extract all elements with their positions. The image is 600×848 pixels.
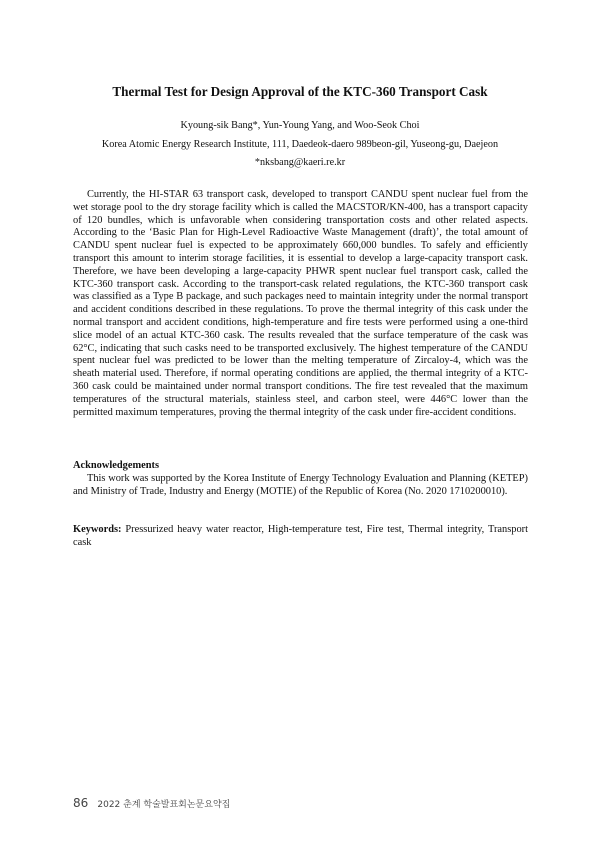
paper-title: Thermal Test for Design Approval of the KTC-360 Transport Cask bbox=[112, 84, 488, 99]
abstract-paragraph: Currently, the HI-STAR 63 transport cask, developed to transport CANDU spent nuclear fuel from the wet storage pool to the dry storage facility which is called the MACSTOR/KN-400, has a transport capacity of 120 bundles, which is unfavorable when considering transportation costs and other related aspects. According to the ‘Basic Plan for High-Level Radioactive Waste Management (draft)’, the total amount of CANDU spent nuclear fuel is expected to be approximately 660,000 bundles. To safely and efficiently transport this amount to interim storage facilities, it is essential to develop a large-capacity transport cask. Therefore, we have been developing a large-capacity PHWR spent nuclear fuel transport cask, called the KTC-360 transport cask. According to the transport-cask related regulations, the KTC-360 transport cask was classified as a Type B package, and such packages need to maintain integrity under the normal transport and accident conditions described in these regulations. To prove the thermal integrity of this cask under the normal transport and accident conditions, high-temperature and fire tests were performed using a one-third slice model of an actual KTC-360 cask. The results revealed that the surface temperature of the cask was 62°C, indicating that such casks need to be transported exclusively. The highest temperature of the CANDU spent nuclear fuel was predicted to be lower than the melting temperature of Zircaloy-4, which was the sheath material used. Therefore, if normal operating conditions are applied, the thermal integrity of a KTC-360 cask could be maintained under normal transport conditions. The fire test revealed that the maximum temperatures of the structural materials, stainless steel, and carbon steel, were 446°C lower than the permitted maximum temperatures, proving the thermal integrity of the cask under fire-accident conditions. bbox=[73, 189, 528, 418]
keywords-label: Keywords: bbox=[73, 524, 122, 535]
page-number: 86 bbox=[73, 796, 89, 810]
affiliation: Korea Atomic Energy Research Institute, 111, Daedeok-daero 989beon-gil, Yuseong-gu, Daejeon bbox=[101, 139, 499, 150]
corresponding-email: *nksbang@kaeri.re.kr bbox=[254, 157, 346, 168]
keywords-section bbox=[73, 524, 528, 550]
acknowledgements-heading: Acknowledgements bbox=[73, 460, 160, 471]
proceedings-title: 2022 춘계 학술발표회논문요약집 bbox=[97, 800, 231, 810]
acknowledgements-body: This work was supported by the Korea Institute of Energy Technology Evaluation and Planning (KETEP) and Ministry of Trade, Industry and Energy (MOTIE) of the Republic of Korea (No. 2020 1710200010). bbox=[73, 473, 528, 497]
keywords-text: Pressurized heavy water reactor, High-temperature test, Fire test, Thermal integrity, Transport cask bbox=[73, 524, 528, 548]
page-footer bbox=[73, 792, 230, 811]
author-list: Kyoung-sik Bang*, Yun-Young Yang, and Woo-Seok Choi bbox=[180, 120, 420, 131]
